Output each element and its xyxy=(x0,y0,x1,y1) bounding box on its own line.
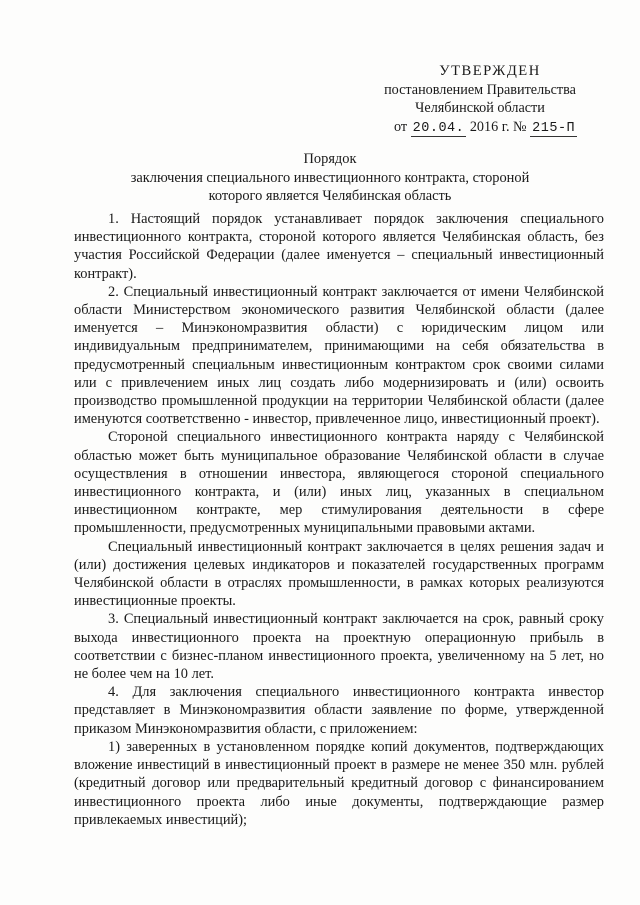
paragraph-7: 1) заверенных в установленном порядке копий документов, подтверждающих вложение инвестиций в инвестиционный проект в размере не менее 350 млн. рублей (кредитный договор или предварительный кредитный договор с финансированием инвестиционного проекта либо иные документы, подтверждающие размер привлекаемых инвестиций); xyxy=(74,738,604,828)
document-body xyxy=(74,210,604,829)
paragraph-2: 2. Специальный инвестиционный контракт заключается от имени Челябинской области Министерством экономического развития Челябинской области (далее именуется – Минэкономразвития области) с юридическим лицом или индивидуальным предпринимателем, принимающими на себя обязательства в предусмотренный специальным инвестиционным контрактом срок своими силами или с привлечением иных лиц создать либо модернизировать и (или) освоить производство промышленной продукции на территории Челябинской области (далее именуются соответственно - инвестор, привлеченное лицо, инвестиционный проект). xyxy=(74,283,604,428)
title-line-2: заключения специального инвестиционного контракта, стороной xyxy=(130,169,530,186)
paragraph-6: 4. Для заключения специального инвестиционного контракта инвестор представляет в Минэкономразвития области заявление по форме, утвержденной приказом Минэкономразвития области, с приложением: xyxy=(74,684,604,737)
approval-date-line xyxy=(360,118,600,139)
title-line-3: которого является Челябинская область xyxy=(208,188,452,204)
title-line-1: Порядок xyxy=(303,151,357,167)
approval-line-1: постановлением Правительства xyxy=(384,81,576,98)
paragraph-1: 1. Настоящий порядок устанавливает порядок заключения специального инвестиционного контракта, стороной которого является Челябинская область, без участия Российской Федерации (далее именуется – специальный инвестиционный контракт). xyxy=(74,211,604,282)
paragraph-4: Специальный инвестиционный контракт заключается в целях решения задач и (или) достижения целевых индикаторов и показателей государственных программ Челябинской области в отраслях промышленности, в рамках которых реализуются инвестиционные проекты. xyxy=(74,538,604,610)
approval-title: УТВЕРЖДЕН xyxy=(439,63,541,79)
approval-block xyxy=(360,62,600,138)
handwritten-date: 20.04. xyxy=(412,120,465,136)
handwritten-number: 215-П xyxy=(532,120,576,136)
paragraph-5: 3. Специальный инвестиционный контракт заключается на срок, равный сроку выхода инвестиционного проекта на проектную операционную прибыль в соответствии с бизнес-планом инвестиционного проекта, увеличенному на 5 лет, но не более чем на 10 лет. xyxy=(74,611,604,683)
date-prefix: от xyxy=(394,118,408,135)
approval-line-2: Челябинской области xyxy=(415,100,545,116)
document-title xyxy=(60,150,600,206)
year-text: 2016 г. № xyxy=(469,118,527,135)
paragraph-3: Стороной специального инвестиционного контракта наряду с Челябинской областью может быть муниципальное образование Челябинской области в случае осуществления в отношении инвестора, являющегося стороной специального инвестиционного контракта, и (или) иных лиц, указанных в специальном инвестиционном контракте, мер стимулирования деятельности в сфере промышленности, предусмотренных муниципальными правовыми актами. xyxy=(74,429,604,537)
